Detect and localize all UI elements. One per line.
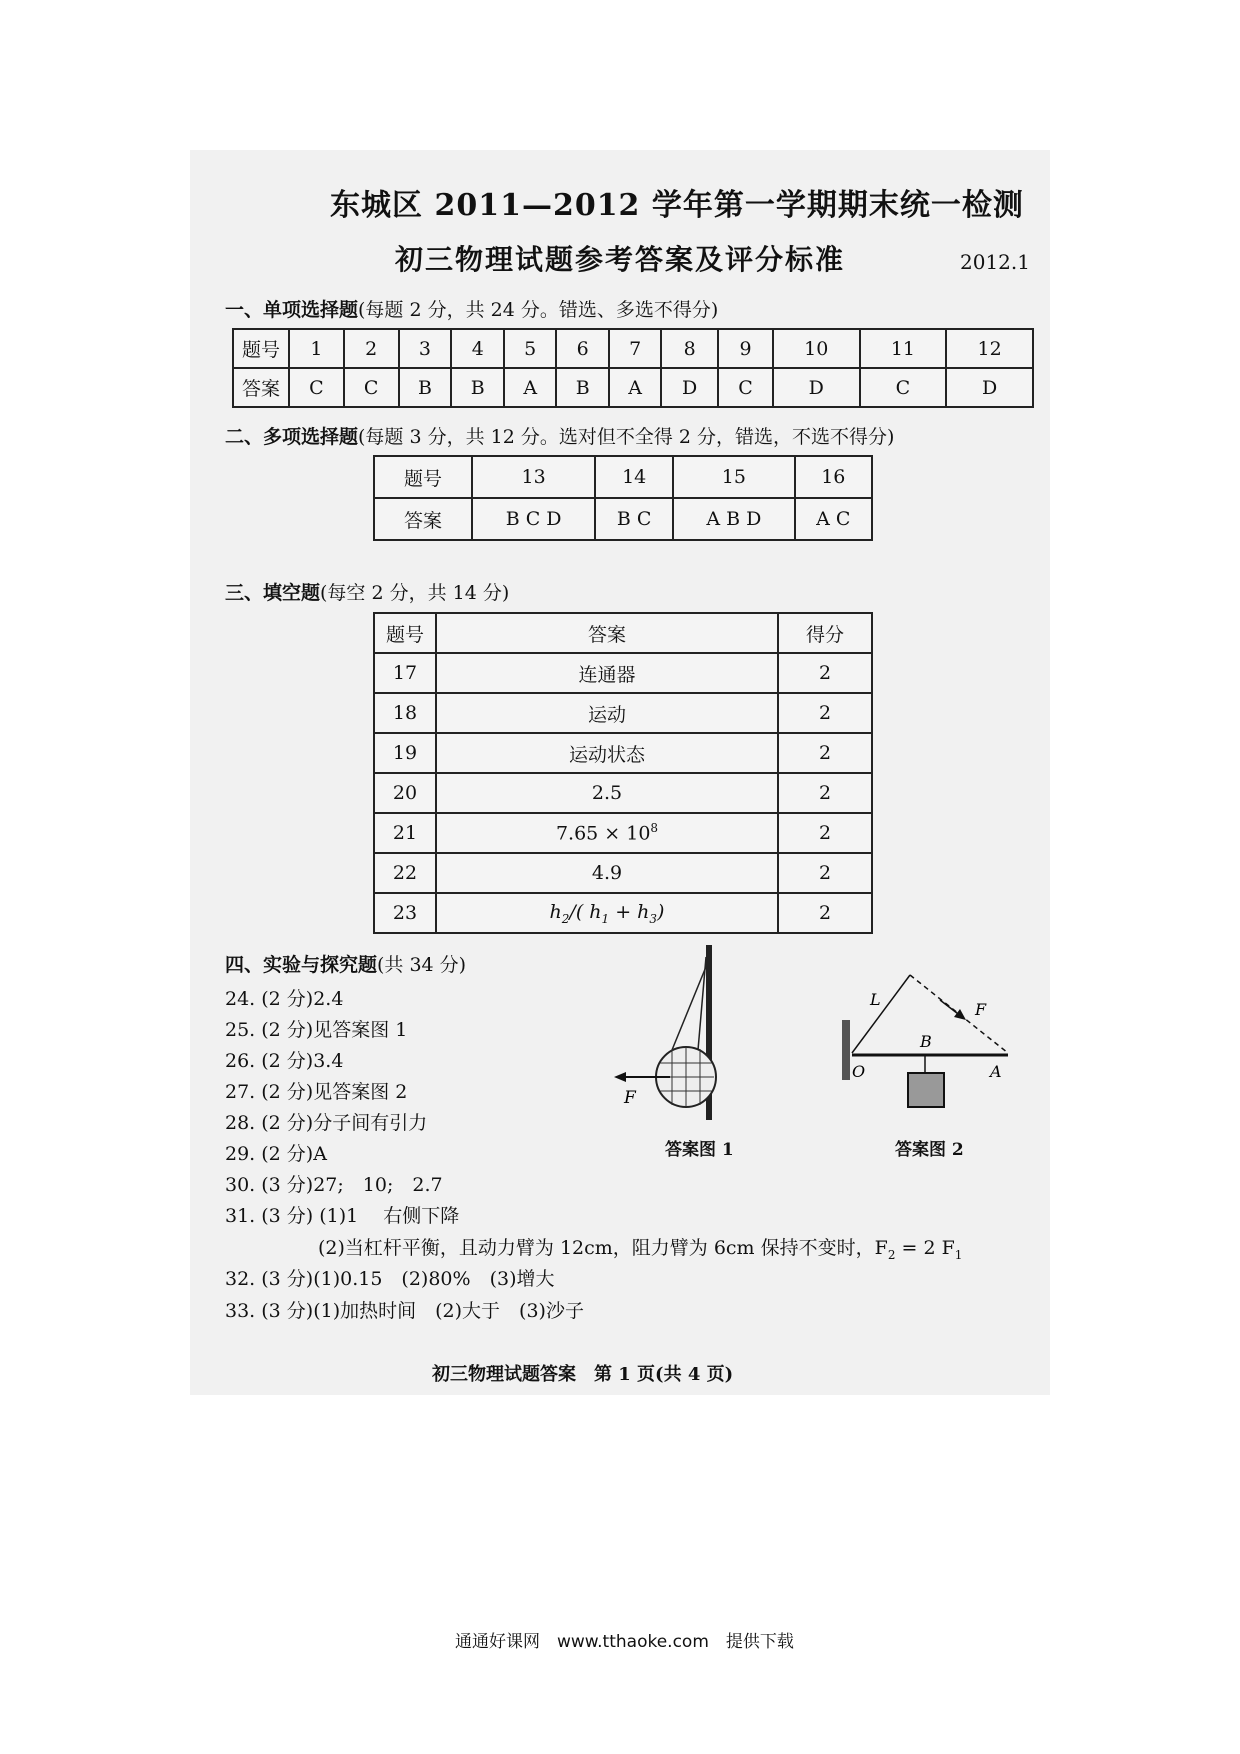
question-number: 3 (399, 329, 452, 368)
question-number: 23 (374, 893, 436, 933)
question-number: 8 (661, 329, 718, 368)
table-row (374, 733, 872, 773)
table-row (233, 368, 1033, 407)
question-number: 7 (609, 329, 661, 368)
section3-heading (225, 578, 509, 605)
arrowhead-icon (614, 1072, 626, 1082)
line-text: = 2 F (895, 1237, 955, 1259)
label-L: L (870, 990, 881, 1009)
section3-note: (每空 2 分，共 14 分) (320, 582, 510, 604)
answer-cell (436, 893, 778, 933)
section2-title: 二、多项选择题 (225, 426, 359, 448)
answer-cell: 运动 (436, 693, 778, 733)
string-line (698, 957, 706, 1050)
figure-1-caption: 答案图 1 (665, 1140, 734, 1160)
section1-note: (每题 2 分，共 24 分。错选、多选不得分) (358, 299, 719, 321)
question-number: 1 (289, 329, 344, 368)
answer-line: 28. (2 分)分子间有引力 (225, 1112, 428, 1134)
subscript: 2 (887, 1247, 896, 1262)
section4-note: (共 34 分) (377, 954, 467, 976)
label-B: B (920, 1032, 932, 1051)
question-number: 14 (595, 456, 673, 498)
question-number: 12 (946, 329, 1033, 368)
label-F: F (975, 1000, 987, 1019)
table-row (374, 498, 872, 540)
question-number: 9 (718, 329, 773, 368)
question-number: 17 (374, 653, 436, 693)
answer-line: 29. (2 分)A (225, 1143, 327, 1165)
answer-cell: C (860, 368, 947, 407)
answer-cell: B (399, 368, 452, 407)
answer-line: 24. (2 分)2.4 (225, 988, 344, 1010)
column-header: 得分 (778, 613, 872, 653)
question-number: 18 (374, 693, 436, 733)
column-header: 答案 (436, 613, 778, 653)
answer-line: 31. (3 分) (1)1 右侧下降 (225, 1205, 460, 1227)
question-number: 15 (673, 456, 794, 498)
table-row (374, 456, 872, 498)
page-subtitle: 初三物理试题参考答案及评分标准 (395, 243, 846, 276)
multi-choice-table (373, 455, 873, 541)
answer-cell: D (661, 368, 718, 407)
table-row (374, 653, 872, 693)
question-number: 13 (472, 456, 595, 498)
answer-cell: A (609, 368, 661, 407)
figure-2-diagram (840, 965, 1020, 1115)
question-number: 19 (374, 733, 436, 773)
table-row (374, 893, 872, 933)
label-A: A (990, 1062, 1002, 1081)
document-date: 2012.1 (960, 250, 1030, 274)
score-cell: 2 (778, 773, 872, 813)
formula-subscript: 2 (561, 911, 570, 926)
weight-block (908, 1073, 944, 1107)
answer-cell: C (718, 368, 773, 407)
line-text: (2)当杠杆平衡，且动力臂为 12cm，阻力臂为 6cm 保持不变时，F (318, 1237, 888, 1259)
answer-cell: A C (795, 498, 872, 540)
answer-cell: 运动状态 (436, 733, 778, 773)
answer-exponent: 8 (650, 821, 659, 836)
question-number: 2 (344, 329, 399, 368)
answer-line: 33. (3 分)(1)加热时间 (2)大于 (3)沙子 (225, 1300, 584, 1322)
section2-heading (225, 422, 894, 449)
answer-line: 30. (3 分)27; 10; 2.7 (225, 1174, 443, 1196)
table-row (374, 693, 872, 733)
answer-cell: C (344, 368, 399, 407)
answer-cell: 4.9 (436, 853, 778, 893)
figure-2-caption: 答案图 2 (895, 1140, 964, 1160)
question-number: 22 (374, 853, 436, 893)
score-cell: 2 (778, 853, 872, 893)
section1-title: 一、单项选择题 (225, 299, 359, 321)
row-label: 答案 (374, 498, 472, 540)
question-number: 5 (504, 329, 556, 368)
row-label: 题号 (233, 329, 289, 368)
answer-cell: D (946, 368, 1033, 407)
table-row (374, 773, 872, 813)
formula-part: /( h (569, 900, 602, 923)
page-title: 东城区 2011—2012 学年第一学期期末统一检测 (330, 188, 1024, 223)
question-number: 6 (556, 329, 609, 368)
section4-heading (225, 950, 466, 977)
answer-cell: C (289, 368, 344, 407)
table-row (374, 853, 872, 893)
page-footer: 初三物理试题答案 第 1 页(共 4 页) (432, 1364, 734, 1385)
answer-line: 25. (2 分)见答案图 1 (225, 1019, 408, 1041)
label-O: O (852, 1062, 866, 1081)
score-cell: 2 (778, 693, 872, 733)
answer-line: 27. (2 分)见答案图 2 (225, 1081, 408, 1103)
answer-cell: 2.5 (436, 773, 778, 813)
question-number: 20 (374, 773, 436, 813)
score-cell: 2 (778, 733, 872, 773)
row-label: 题号 (374, 456, 472, 498)
score-cell: 2 (778, 893, 872, 933)
answer-cell: B (556, 368, 609, 407)
download-note: 通通好课网 www.tthaoke.com 提供下载 (455, 1632, 794, 1652)
answer-line (318, 1233, 962, 1262)
fill-blank-table (373, 612, 873, 934)
question-number: 16 (795, 456, 872, 498)
answer-cell: B C D (472, 498, 595, 540)
formula-subscript: 1 (601, 911, 610, 926)
answer-line: 32. (3 分)(1)0.15 (2)80% (3)增大 (225, 1268, 555, 1290)
formula-part: ) (657, 900, 665, 923)
section1-heading (225, 295, 718, 322)
question-number: 11 (860, 329, 947, 368)
formula-part: h (549, 900, 562, 923)
question-number: 4 (451, 329, 504, 368)
row-label: 答案 (233, 368, 289, 407)
answer-line: 26. (2 分)3.4 (225, 1050, 344, 1072)
section3-title: 三、填空题 (225, 582, 321, 604)
answer-cell: 连通器 (436, 653, 778, 693)
column-header: 题号 (374, 613, 436, 653)
force-label: F (624, 1088, 636, 1108)
section4-title: 四、实验与探究题 (225, 954, 378, 976)
score-cell: 2 (778, 813, 872, 853)
figure-1-diagram (610, 945, 740, 1125)
arm-line (852, 975, 910, 1053)
answer-cell: B (451, 368, 504, 407)
answer-cell (436, 813, 778, 853)
question-number: 21 (374, 813, 436, 853)
table-header-row (374, 613, 872, 653)
answer-base: 7.65 × 10 (555, 822, 651, 845)
question-number: 10 (773, 329, 860, 368)
section2-note: (每题 3 分，共 12 分。选对但不全得 2 分，错选，不选不得分) (358, 426, 895, 448)
wall (842, 1020, 850, 1080)
subscript: 1 (954, 1247, 963, 1262)
score-cell: 2 (778, 653, 872, 693)
answer-cell: B C (595, 498, 673, 540)
answer-cell: A B D (673, 498, 794, 540)
single-choice-table (232, 328, 1034, 408)
formula-subscript: 3 (649, 911, 658, 926)
answer-cell: D (773, 368, 860, 407)
table-row (233, 329, 1033, 368)
answer-cell: A (504, 368, 556, 407)
table-row (374, 813, 872, 853)
formula-part: + h (609, 900, 650, 923)
